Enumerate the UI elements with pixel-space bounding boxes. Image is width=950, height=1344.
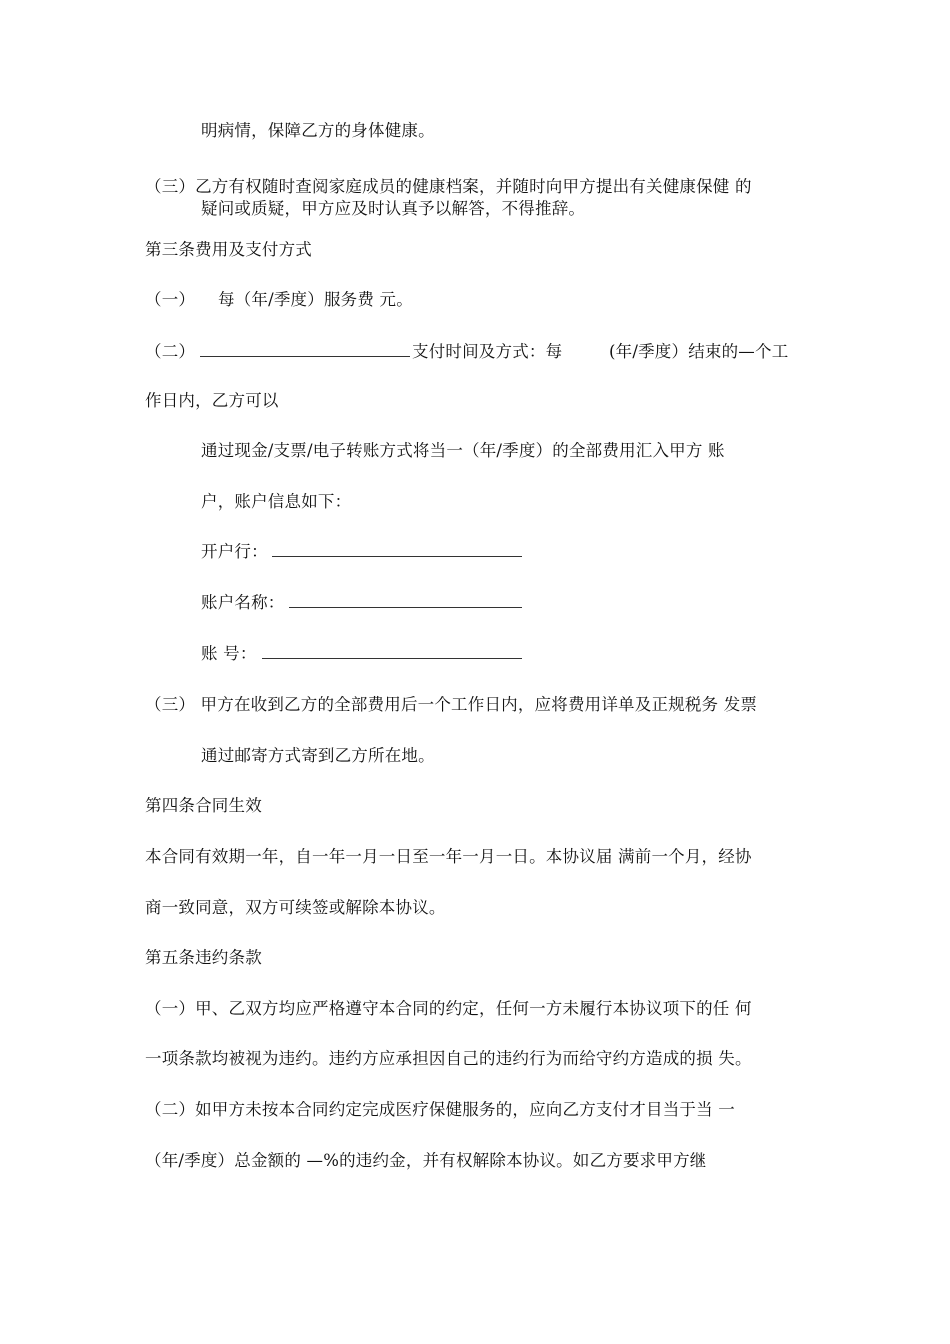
section-heading-article-4: 第四条合同生效 <box>145 796 262 815</box>
paragraph-line: 一项条款均被视为违约。违约方应承担因自己的违约行为而给守约方造成的损 失。 <box>145 1049 752 1068</box>
paragraph-line: 支付时间及方式：每 <box>412 342 563 361</box>
clause-item-1: （一）甲、乙双方均应严格遵守本合同的约定，任何一方未履行本协议项下的任 何 <box>145 999 752 1018</box>
paragraph-line: （年/季度）总金额的 —%的违约金，并有权解除本协议。如乙方要求甲方继 <box>145 1151 707 1170</box>
paragraph-line: 疑问或质疑，甲方应及时认真予以解答，不得推辞。 <box>201 199 586 218</box>
section-heading-article-5: 第五条违约条款 <box>145 948 262 967</box>
paragraph-line: 每（年/季度）服务费 元。 <box>218 290 413 309</box>
bank-name-label: 开户行： <box>201 542 268 561</box>
paragraph-line: 通过邮寄方式寄到乙方所在地。 <box>201 746 435 765</box>
paragraph-line: 户，账户信息如下： <box>201 492 352 511</box>
clause-number: （一） <box>145 290 196 309</box>
clause-item-3: （三）乙方有权随时查阅家庭成员的健康档案，并随时向甲方提出有关健康保健 的 <box>145 177 752 196</box>
paragraph-line: 作日内，乙方可以 <box>145 391 279 410</box>
account-name-label: 账户名称： <box>201 593 285 612</box>
clause-number: （二） <box>145 342 196 361</box>
paragraph-line: (年/季度）结束的—个工 <box>609 342 789 361</box>
paragraph-line: 明病情，保障乙方的身体健康。 <box>201 121 435 140</box>
blank-line-field <box>200 342 410 362</box>
paragraph-line: 商一致同意，双方可续签或解除本协议。 <box>145 898 446 917</box>
clause-item-3: （三） 甲方在收到乙方的全部费用后一个工作日内，应将费用详单及正规税务 发票 <box>145 695 758 714</box>
account-name-blank <box>289 593 522 613</box>
account-number-blank <box>262 644 522 664</box>
clause-item-2: （二）如甲方未按本合同约定完成医疗保健服务的，应向乙方支付才目当于当 一 <box>145 1100 735 1119</box>
bank-name-blank <box>272 542 522 562</box>
section-heading-article-3: 第三条费用及支付方式 <box>145 240 312 259</box>
paragraph-line: 通过现金/支票/电子转账方式将当一（年/季度）的全部费用汇入甲方 账 <box>201 441 725 460</box>
account-number-label: 账 号： <box>201 644 257 663</box>
paragraph-line: 本合同有效期一年，自一年一月一日至一年一月一日。本协议届 满前一个月，经协 <box>145 847 752 866</box>
